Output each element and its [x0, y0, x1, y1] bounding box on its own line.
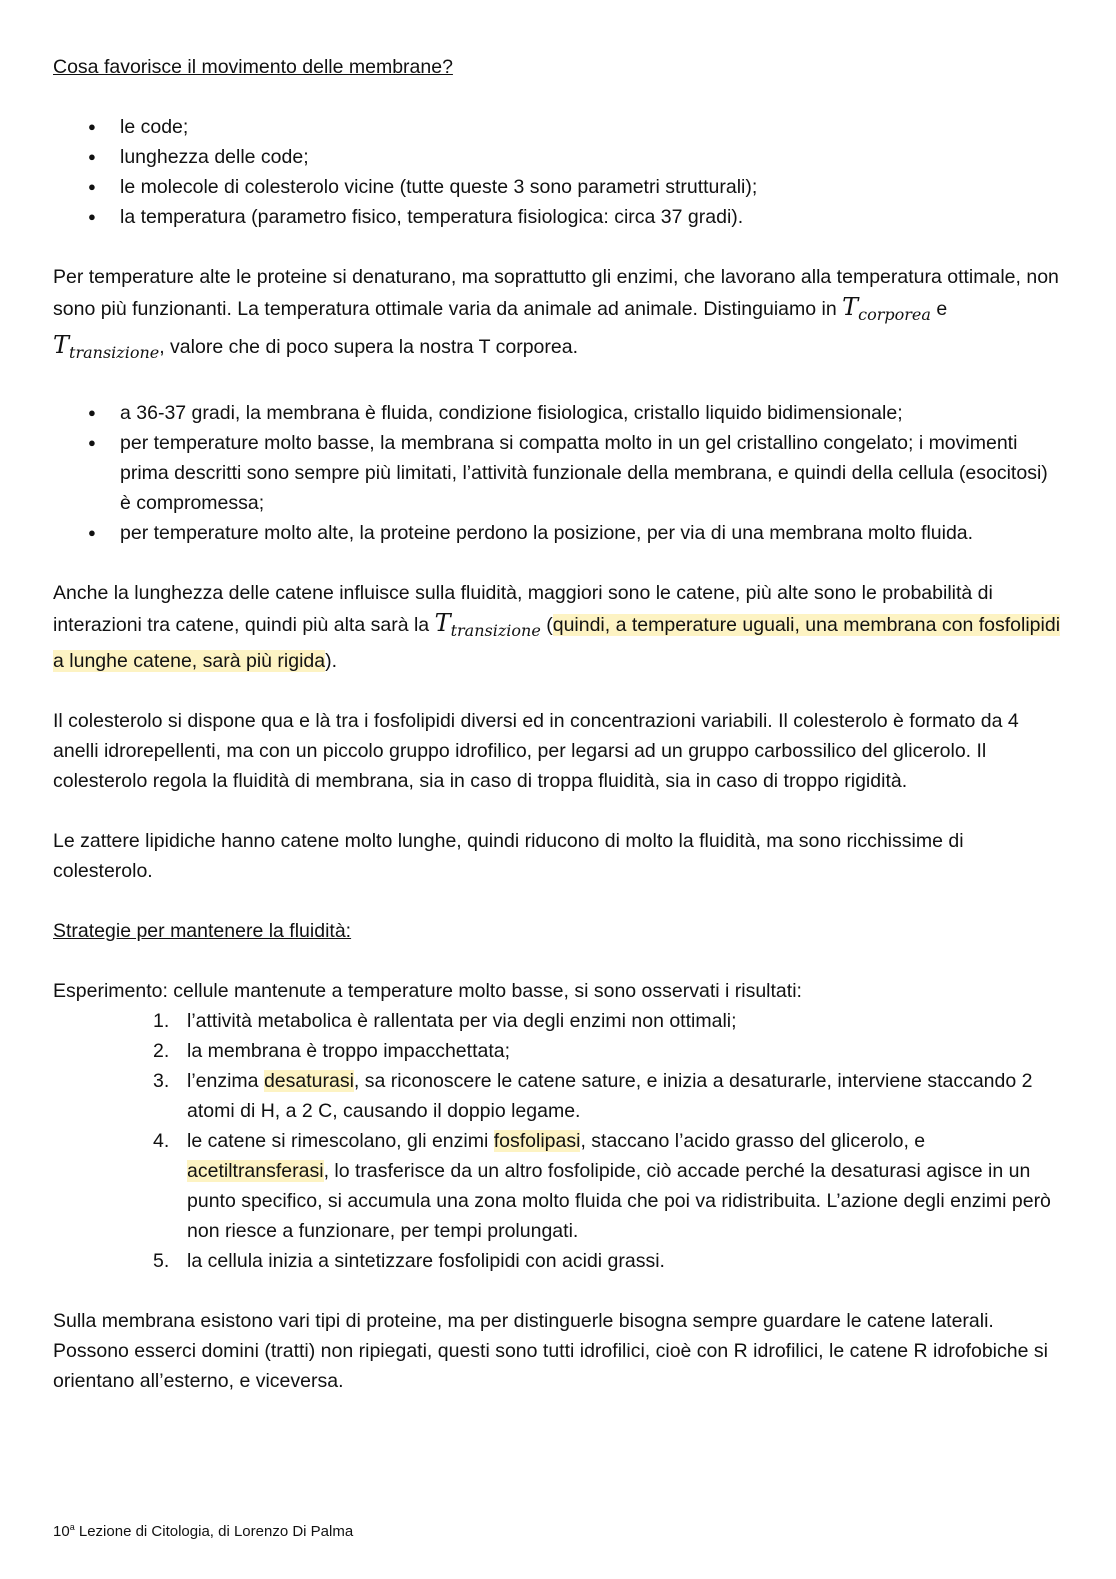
- highlighted-text: fosfolipasi: [493, 1130, 581, 1152]
- list-item: 1. l’attività metabolica è rallentata per via degli enzimi non ottimali;: [153, 1010, 737, 1032]
- section-heading: Cosa favorisce il movimento delle membrane?: [53, 56, 453, 78]
- list-item: 4. le catene si rimescolano, gli enzimi fosfolipasi, staccano l’acido grasso del glicerolo, e acetiltransferasi, lo trasferisce da un altro fosfolipide, ciò accade perché la desaturasi agisce in un punto specifico, si accumula una zona molto fluida che poi va ridistribuita. L’azione degli enzimi però non riesce a funzionare, per tempi prolungati.: [153, 1130, 1051, 1242]
- list-item: 2. la membrana è troppo impacchettata;: [153, 1040, 511, 1062]
- paragraph-chain-length: Anche la lunghezza delle catene influisce sulla fluidità, maggiori sono le catene, più alte sono le probabilità di interazioni tra catene, quindi più alta sarà la $T_{transizione}$ (quindi, a temperature uguali, una membrana con fosfolipidi a lunghe catene, sarà più rigida).: [53, 582, 1061, 672]
- paragraph-cholesterol: Il colesterolo si dispone qua e là tra i fosfolipidi diversi ed in concentrazioni variabili. Il colesterolo è formato da 4 anelli idrorepellenti, ma con un piccolo gruppo idrofilico, per legarsi ad un gruppo carbossilico del glicerolo. Il colesterolo regola la fluidità di membrana, sia in caso di troppa fluidità, sia in caso di troppo rigidità.: [53, 710, 1019, 792]
- math-t-corporea: $T_{corporea}$: [842, 293, 931, 324]
- paragraph-lipid-rafts: Le zattere lipidiche hanno catene molto lunghe, quindi riducono di molto la fluidità, ma sono ricchissime di colesterolo.: [53, 830, 964, 882]
- steps-list: [53, 1006, 1063, 1276]
- list-item: ● per temperature molto basse, la membrana si compatta molto in un gel cristallino congelato; i movimenti prima descritti sono sempre più limitati, l’attività funzionale della membrana, e quindi della cellula (esocitosi) è compromessa;: [120, 428, 1063, 518]
- document-body: [53, 52, 1063, 1396]
- list-item: ● le code;: [120, 112, 1063, 142]
- paragraph-temperature: Per temperature alte le proteine si denaturano, ma soprattutto gli enzimi, che lavorano alla temperatura ottimale, non sono più funzionanti. La temperatura ottimale varia da animale ad animale. Distinguiamo in $T_{corporea}$ e $T_{transizione}$, valore che di poco supera la nostra T corporea.: [53, 266, 1059, 362]
- math-t-transizione: $T_{transizione}$: [434, 609, 541, 640]
- temperature-list: [53, 398, 1063, 548]
- list-item: ● lunghezza delle code;: [120, 142, 1063, 172]
- page-footer: 10$^a$ Lezione di Citologia, di Lorenzo Di Palma: [53, 1522, 354, 1540]
- section-heading: Strategie per mantenere la fluidità:: [53, 920, 352, 942]
- list-item: ● la temperatura (parametro fisico, temperatura fisiologica: circa 37 gradi).: [120, 202, 1063, 232]
- list-item: 5. la cellula inizia a sintetizzare fosfolipidi con acidi grassi.: [153, 1250, 665, 1272]
- list-item: ● a 36-37 gradi, la membrana è fluida, condizione fisiologica, cristallo liquido bidimensionale;: [120, 398, 1063, 428]
- list-item: ● per temperature molto alte, la proteine perdono la posizione, per via di una membrana molto fluida.: [120, 518, 1063, 548]
- factors-list: [53, 112, 1063, 232]
- math-t-transizione: $T_{transizione}$: [53, 331, 160, 362]
- highlighted-text: desaturasi: [263, 1070, 354, 1092]
- highlighted-text: quindi, a temperature uguali, una membrana con fosfolipidi a lunghe catene, sarà più rigida: [53, 614, 1061, 672]
- highlighted-text: acetiltransferasi: [187, 1160, 324, 1182]
- list-item: 3. l’enzima desaturasi, sa riconoscere le catene sature, e inizia a desaturarle, interviene staccando 2 atomi di H, a 2 C, causando il doppio legame.: [153, 1070, 1033, 1122]
- list-item: ● le molecole di colesterolo vicine (tutte queste 3 sono parametri strutturali);: [120, 172, 1063, 202]
- paragraph-experiment: Esperimento: cellule mantenute a temperature molto basse, si sono osservati i risultati:: [53, 980, 802, 1002]
- paragraph-proteins: Sulla membrana esistono vari tipi di proteine, ma per distinguerle bisogna sempre guardare le catene laterali. Possono esserci domini (tratti) non ripiegati, questi sono tutti idrofilici, cioè con R idrofilici, le catene R idrofobiche si orientano all’esterno, e viceversa.: [53, 1310, 1048, 1392]
